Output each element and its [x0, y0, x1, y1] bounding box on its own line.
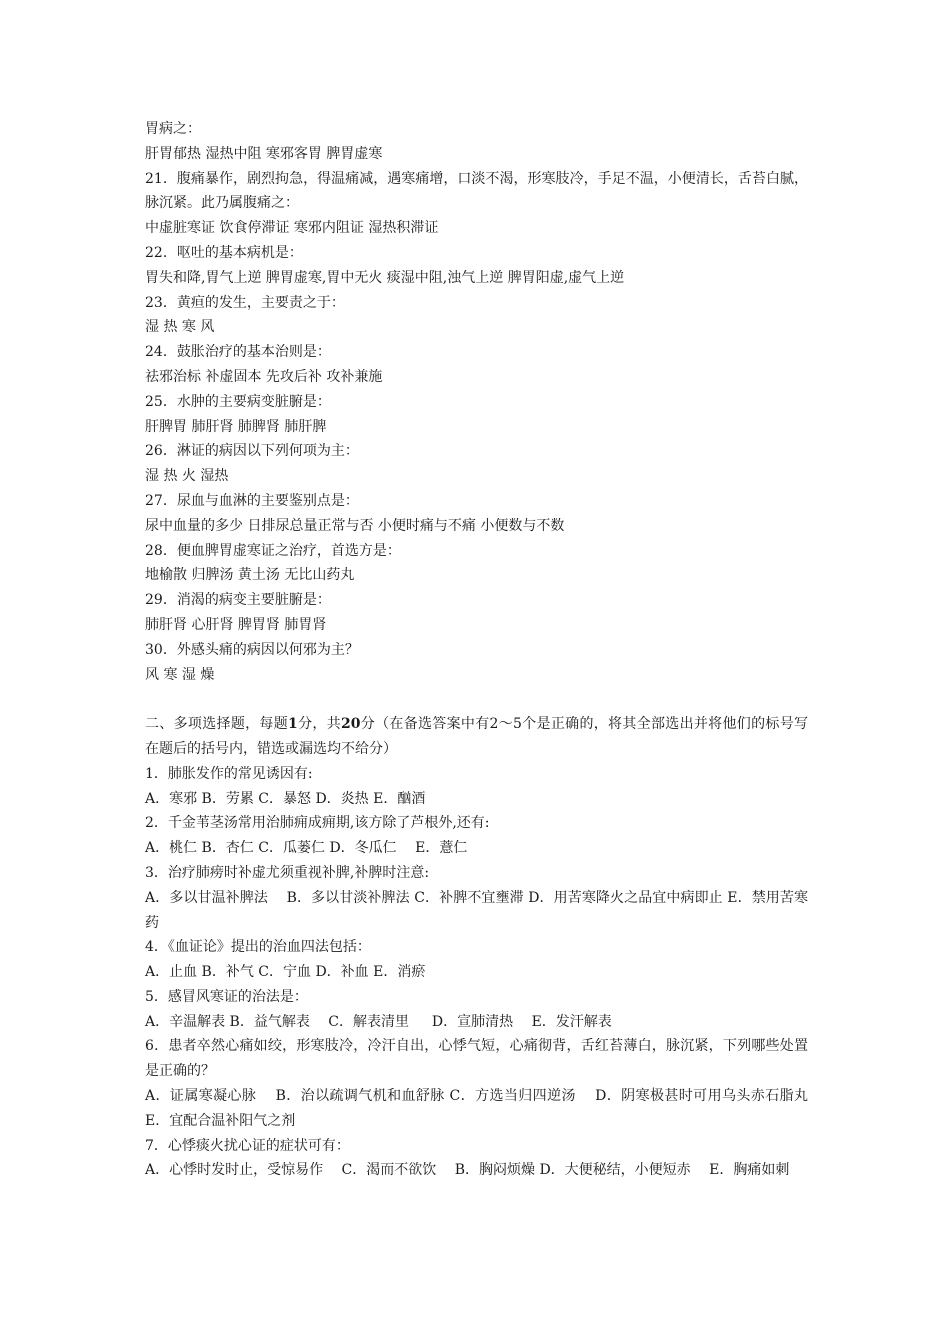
answer-options: 胃失和降,胃气上逆 脾胃虚寒,胃中无火 痰湿中阻,浊气上逆 脾胃阳虚,虚气上逆 — [145, 269, 625, 286]
answer-options: 肝脾胃 肺肝肾 肺脾肾 肺肝脾 — [145, 418, 327, 435]
question-22: 22．呕吐的基本病机是： — [145, 244, 303, 261]
section-heading: 二、多项选择题，每题1分，共20分（在备选答案中有2～5个是正确的，将其全部选出并将他们的标号写在题后的括号内，错选或漏选均不给分） — [145, 716, 808, 757]
mc-question-3: 3．治疗肺痨时补虚尤须重视补脾,补脾时注意: — [145, 864, 430, 881]
answer-options: 风 寒 湿 燥 — [145, 666, 215, 683]
question-21: 21．腹痛暴作，剧烈拘急，得温痛减，遇寒痛增，口淡不渴，形寒肢冷，手足不温，小便清长，舌苔白腻，脉沉紧。此乃属腹痛之： — [145, 170, 808, 212]
answer-options: 中虚脏寒证 饮食停滞证 寒邪内阻证 湿热积滞证 — [145, 220, 439, 237]
mc-question-2: 2．千金苇茎汤常用治肺痈成痈期,该方除了芦根外,还有: — [145, 815, 490, 832]
answer-options: A．止血 B．补气 C．宁血 D．补血 E．消瘀 — [145, 964, 426, 981]
question-24: 24．鼓胀治疗的基本治则是： — [145, 344, 331, 361]
mc-question-4: 4．《血证论》提出的治血四法包括： — [145, 939, 371, 956]
question-25: 25．水肿的主要病变脏腑是： — [145, 393, 331, 410]
answer-options: 湿 热 火 湿热 — [145, 468, 229, 485]
answer-options: 湿 热 寒 风 — [145, 319, 215, 336]
answer-options: 肝胃郁热 湿热中阻 寒邪客胃 脾胃虚寒 — [145, 145, 383, 162]
answer-options: 祛邪治标 补虚固本 先攻后补 攻补兼施 — [145, 368, 383, 385]
answer-options: A．多以甘温补脾法 B．多以甘淡补脾法 C．补脾不宜壅滞 D．用苦寒降火之品宜中病即止 E．禁用苦寒药 — [145, 889, 808, 931]
document-page — [145, 117, 808, 1183]
answer-options: A．辛温解表 B．益气解表 C．解表清里 D．宣肺清热 E．发汗解表 — [145, 1013, 612, 1030]
answer-options: 尿中血量的多少 日排尿总量正常与否 小便时痛与不痛 小便数与不数 — [145, 517, 565, 534]
question-29: 29．消渴的病变主要脏腑是： — [145, 592, 331, 609]
mc-question-6: 6．患者卒然心痛如绞，形寒肢冷，冷汗自出，心悸气短，心痛彻背，舌红苔薄白，脉沉紧，下列哪些处置是正确的？ — [145, 1038, 808, 1080]
question-27: 27．尿血与血淋的主要鉴别点是： — [145, 492, 359, 509]
answer-options: A．心悸时发时止，受惊易作 C．渴而不欲饮 B．胸闷烦燥 D．大便秘结，小便短赤 E．胸痛如刺 — [145, 1162, 790, 1179]
spacer — [145, 687, 808, 712]
answer-options: 肺肝肾 心肝肾 脾胃肾 肺胃肾 — [145, 616, 327, 633]
answer-options: A．寒邪 B．劳累 C．暴怒 D．炎热 E．酗酒 — [145, 790, 426, 807]
question-30: 30．外感头痛的病因以何邪为主？ — [145, 641, 359, 658]
text-line: 胃病之： — [145, 121, 201, 137]
answer-options: A．桃仁 B．杏仁 C．瓜蒌仁 D．冬瓜仁 E．薏仁 — [145, 840, 468, 857]
mc-question-1: 1．肺胀发作的常见诱因有: — [145, 765, 313, 782]
mc-question-5: 5．感冒风寒证的治法是： — [145, 988, 308, 1005]
question-28: 28．便血脾胃虚寒证之治疗，首选方是： — [145, 542, 401, 559]
answer-options: 地榆散 归脾汤 黄土汤 无比山药丸 — [145, 567, 355, 584]
mc-question-7: 7．心悸痰火扰心证的症状可有： — [145, 1137, 350, 1154]
question-26: 26．淋证的病因以下列何项为主： — [145, 443, 359, 460]
answer-options: A．证属寒凝心脉 B．治以疏调气机和血舒脉 C．方选当归四逆汤 D．阴寒极甚时可用乌头赤石脂丸 E．宜配合温补阳气之剂 — [145, 1088, 808, 1129]
question-23: 23．黄疸的发生，主要责之于： — [145, 294, 345, 311]
